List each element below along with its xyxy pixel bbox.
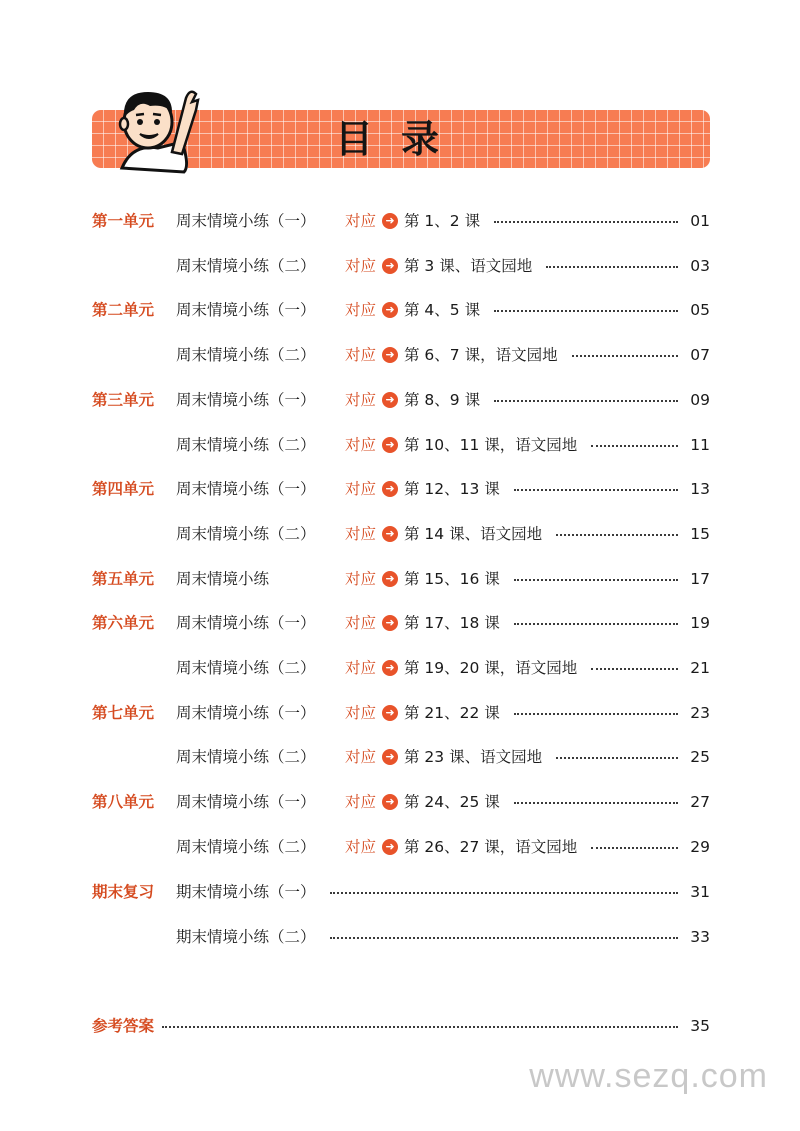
toc-row-answers[interactable]: [0, 1013, 800, 1039]
page-number: 11: [690, 435, 710, 454]
arrow-right-icon: ➜: [382, 794, 398, 810]
unit-label: 第五单元: [92, 569, 155, 588]
toc-row[interactable]: [0, 789, 800, 815]
unit-label: 第一单元: [92, 212, 155, 230]
correspond-label: 对应: [345, 212, 377, 230]
toc-row[interactable]: [0, 834, 800, 860]
page-number: 01: [690, 212, 710, 230]
toc-row[interactable]: [0, 521, 800, 547]
arrow-right-icon: ➜: [382, 660, 398, 676]
lesson-range: 第 10、11 课，语文园地: [404, 435, 578, 454]
arrow-right-icon: ➜: [382, 258, 398, 274]
page-title: 目录: [335, 117, 468, 161]
boy-pointing-mascot: [112, 82, 208, 174]
unit-label: 第三单元: [92, 390, 155, 409]
lesson-range: 第 24、25 课: [404, 793, 500, 812]
arrow-right-icon: ➜: [382, 526, 398, 542]
practice-title: 周末情境小练: [176, 569, 270, 588]
arrow-right-icon: ➜: [382, 392, 398, 408]
unit-label: 期末复习: [92, 883, 155, 901]
arrow-right-icon: ➜: [382, 749, 398, 765]
dotted-leader: [494, 310, 678, 312]
lesson-range: 第 15、16 课: [404, 569, 500, 588]
arrow-right-icon: ➜: [382, 571, 398, 587]
dotted-leader: [494, 221, 678, 223]
practice-title: 周末情境小练（一）: [176, 301, 316, 320]
arrow-right-icon: ➜: [382, 705, 398, 721]
correspond-label: 对应: [345, 301, 377, 320]
page-number: 09: [690, 390, 710, 409]
practice-title: 周末情境小练（二）: [176, 256, 316, 275]
lesson-range: 第 4、5 课: [404, 301, 481, 320]
correspond-label: 对应: [345, 346, 377, 365]
practice-title: 周末情境小练（二）: [176, 659, 316, 677]
page-number: 05: [690, 301, 710, 320]
correspond-label: 对应: [345, 390, 377, 409]
dotted-leader: [591, 847, 678, 849]
toc-row[interactable]: [0, 879, 800, 905]
arrow-right-icon: ➜: [382, 615, 398, 631]
practice-title: 周末情境小练（二）: [176, 524, 316, 543]
dotted-leader: [556, 534, 678, 536]
toc-row[interactable]: [0, 253, 800, 279]
watermark: www.sezq.com: [529, 1057, 768, 1095]
dotted-leader: [514, 489, 678, 491]
unit-label: 第八单元: [92, 793, 155, 812]
toc-row[interactable]: [0, 700, 800, 726]
dotted-leader: [162, 1026, 678, 1028]
page-number: 29: [690, 837, 710, 856]
toc-row[interactable]: [0, 208, 800, 234]
toc-row[interactable]: [0, 476, 800, 502]
dotted-leader: [330, 937, 678, 939]
page-number: 13: [690, 480, 710, 499]
lesson-range: 第 14 课、语文园地: [404, 524, 543, 543]
practice-title: 周末情境小练（二）: [176, 435, 316, 454]
arrow-right-icon: ➜: [382, 437, 398, 453]
page-number: 17: [690, 569, 710, 588]
toc-row[interactable]: [0, 924, 800, 950]
toc-row[interactable]: [0, 342, 800, 368]
practice-title: 周末情境小练（一）: [176, 390, 316, 409]
lesson-range: 第 1、2 课: [404, 212, 481, 230]
lesson-range: 第 3 课、语文园地: [404, 256, 533, 275]
lesson-range: 第 6、7 课，语文园地: [404, 346, 558, 365]
practice-title: 期末情境小练（一）: [176, 883, 316, 901]
practice-title: 期末情境小练（二）: [176, 928, 316, 946]
lesson-range: 第 21、22 课: [404, 703, 500, 722]
arrow-right-icon: ➜: [382, 302, 398, 318]
dotted-leader: [546, 266, 678, 268]
lesson-range: 第 26、27 课，语文园地: [404, 837, 578, 856]
correspond-label: 对应: [345, 524, 377, 543]
toc-row[interactable]: [0, 655, 800, 681]
correspond-label: 对应: [345, 748, 377, 767]
toc-row[interactable]: [0, 432, 800, 458]
page-number: 15: [690, 524, 710, 543]
page-number: 25: [690, 748, 710, 767]
practice-title: 周末情境小练（二）: [176, 346, 316, 365]
dotted-leader: [330, 892, 678, 894]
correspond-label: 对应: [345, 435, 377, 454]
answers-label: 参考答案: [92, 1017, 155, 1035]
toc-row[interactable]: [0, 566, 800, 592]
page-number: 07: [690, 346, 710, 365]
dotted-leader: [494, 400, 678, 402]
unit-label: 第六单元: [92, 614, 155, 633]
arrow-right-icon: ➜: [382, 839, 398, 855]
lesson-range: 第 12、13 课: [404, 480, 500, 499]
correspond-label: 对应: [345, 659, 377, 677]
page-number: 19: [690, 614, 710, 633]
arrow-right-icon: ➜: [382, 347, 398, 363]
practice-title: 周末情境小练（二）: [176, 837, 316, 856]
unit-label: 第二单元: [92, 301, 155, 320]
practice-title: 周末情境小练（二）: [176, 748, 316, 767]
arrow-right-icon: ➜: [382, 213, 398, 229]
page-number: 21: [690, 659, 710, 677]
lesson-range: 第 17、18 课: [404, 614, 500, 633]
correspond-label: 对应: [345, 569, 377, 588]
page-number: 27: [690, 793, 710, 812]
page-number: 31: [690, 883, 710, 901]
practice-title: 周末情境小练（一）: [176, 480, 316, 499]
correspond-label: 对应: [345, 703, 377, 722]
dotted-leader: [572, 355, 678, 357]
lesson-range: 第 23 课、语文园地: [404, 748, 543, 767]
practice-title: 周末情境小练（一）: [176, 212, 316, 230]
toc-row[interactable]: [0, 610, 800, 636]
dotted-leader: [514, 623, 678, 625]
page-number: 23: [690, 703, 710, 722]
dotted-leader: [514, 579, 678, 581]
page-number: 35: [690, 1017, 710, 1035]
dotted-leader: [514, 802, 678, 804]
page-number: 33: [690, 928, 710, 946]
correspond-label: 对应: [345, 793, 377, 812]
toc-row[interactable]: [0, 297, 800, 323]
arrow-right-icon: ➜: [382, 481, 398, 497]
practice-title: 周末情境小练（一）: [176, 703, 316, 722]
dotted-leader: [591, 668, 678, 670]
dotted-leader: [591, 445, 678, 447]
lesson-range: 第 8、9 课: [404, 390, 481, 409]
practice-title: 周末情境小练（一）: [176, 793, 316, 812]
unit-label: 第七单元: [92, 703, 155, 722]
correspond-label: 对应: [345, 480, 377, 499]
practice-title: 周末情境小练（一）: [176, 614, 316, 633]
toc-row[interactable]: [0, 744, 800, 770]
unit-label: 第四单元: [92, 480, 155, 499]
lesson-range: 第 19、20 课，语文园地: [404, 659, 578, 677]
dotted-leader: [556, 757, 678, 759]
correspond-label: 对应: [345, 256, 377, 275]
correspond-label: 对应: [345, 614, 377, 633]
correspond-label: 对应: [345, 837, 377, 856]
toc-row[interactable]: [0, 387, 800, 413]
page-number: 03: [690, 256, 710, 275]
dotted-leader: [514, 713, 678, 715]
